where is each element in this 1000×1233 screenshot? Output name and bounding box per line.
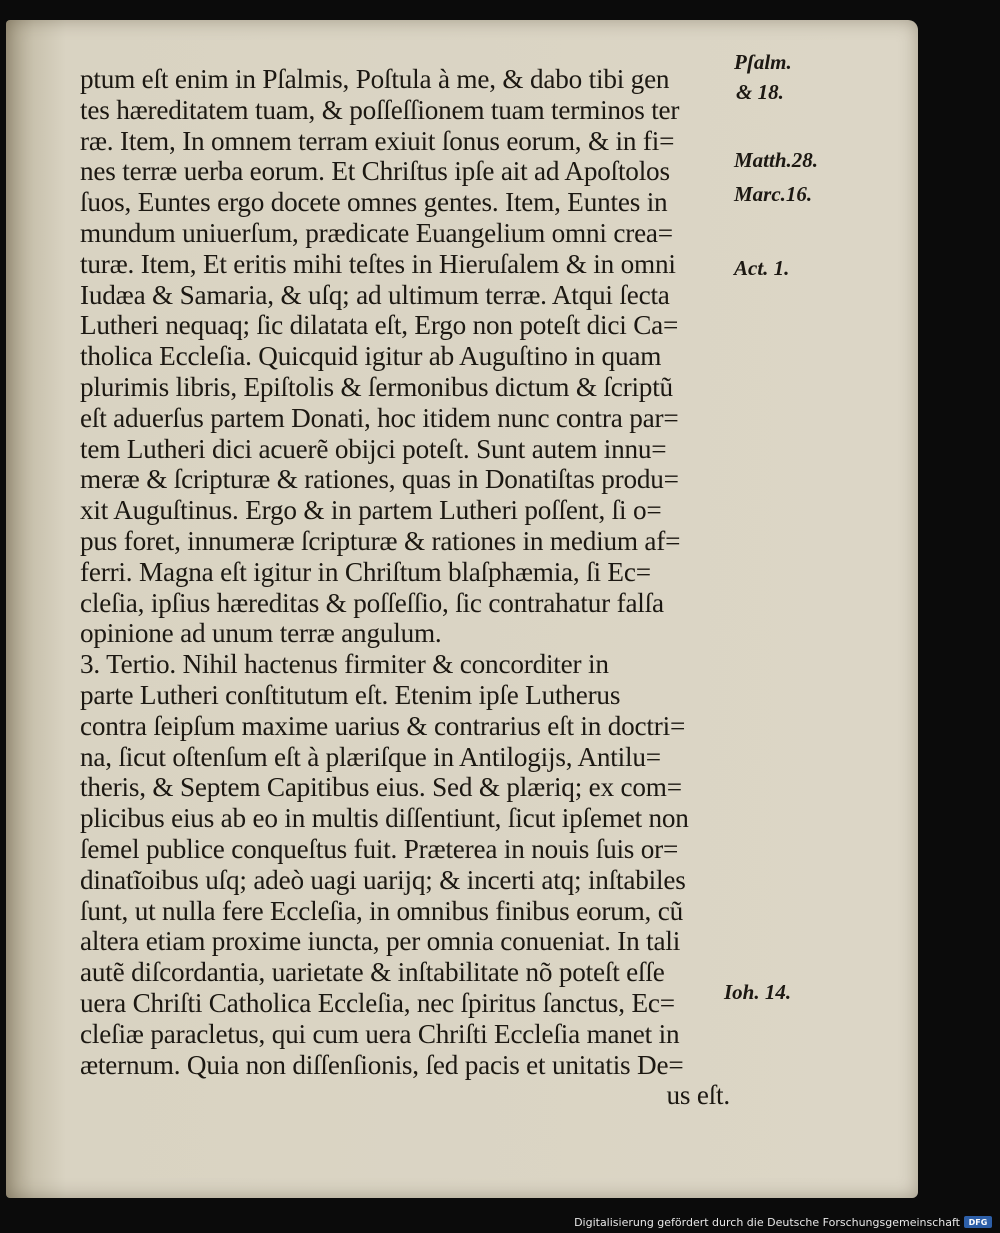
text-line: pus foret, innumeræ ſcripturæ & rationes in medium af= [80, 525, 681, 556]
text-line: Lutheri nequaq; ſic dilatata eſt, Ergo non poteſt dici Ca= [80, 310, 679, 341]
text-line: plurimis libris, Epiſtolis & ſermonibus dictum & ſcriptũ [80, 371, 673, 402]
text-line: nes terræ uerba eorum. Et Chriſtus ipſe ait ad Apoſtolos [80, 156, 670, 187]
margin-notes [6, 20, 918, 1198]
text-line: uera Chriſti Catholica Eccleſia, nec ſpiritus ſanctus, Ec= [80, 987, 675, 1018]
dfg-logo-icon: DFG [964, 1216, 992, 1228]
footer-text: Digitalisierung gefördert durch die Deutsche Forschungsgemeinschaft [574, 1215, 960, 1229]
text-line: contra ſeipſum maxime uarius & contrarius eſt in doctri= [80, 710, 686, 741]
margin-note-act: Act. 1. [734, 256, 790, 280]
text-line: ferri. Magna eſt igitur in Chriſtum blaſphæmia, ſi Ec= [80, 556, 651, 587]
text-line: ræ. Item, In omnem terram exiuit ſonus eorum, & in fi= [80, 125, 675, 156]
text-line: us eſt. [666, 1080, 730, 1111]
text-line: eſt aduerſus partem Donati, hoc itidem nunc contra par= [80, 402, 679, 433]
text-line: plicibus eius ab eo in multis diſſentiunt, ſicut ipſemet non [80, 803, 689, 834]
text-line: mundum uniuerſum, prædicate Euangelium omni crea= [80, 217, 673, 248]
text-line: 3. Tertio. Nihil hactenus firmiter & concorditer in [80, 649, 609, 680]
text-line: na, ſicut oſtenſum eſt à plæriſque in Antilogijs, Antilu= [80, 741, 661, 772]
text-line: opinione ad unum terræ angulum. [80, 618, 442, 649]
text-line: cleſiæ paracletus, qui cum uera Chriſti Eccleſia manet in [80, 1018, 680, 1049]
text-line: ſunt, ut nulla fere Eccleſia, in omnibus finibus eorum, cũ [80, 895, 683, 926]
text-line: ptum eſt enim in Pſalmis, Poſtula à me, & dabo tibi gen [80, 64, 670, 94]
text-line: xit Auguſtinus. Ergo & in partem Lutheri poſſent, ſi o= [80, 495, 662, 526]
text-line: ſemel publice conqueſtus fuit. Præterea in nouis ſuis or= [80, 833, 679, 864]
text-line: dinatĩoibus uſq; adeò uagi uarijq; & incerti atq; inſtabiles [80, 864, 686, 895]
text-line: parte Lutheri conſtitutum eſt. Etenim ipſe Lutherus [80, 679, 621, 710]
text-line: æternum. Quia non diſſenſionis, ſed pacis et unitatis De= [80, 1049, 684, 1080]
text-line: Iudæa & Samaria, & uſq; ad ultimum terræ. Atqui ſecta [80, 279, 670, 310]
text-line: meræ & ſcripturæ & rationes, quas in Donatiſtas produ= [80, 464, 679, 495]
text-line: tholica Eccleſia. Quicquid igitur ab Auguſtino in quam [80, 341, 662, 372]
text-line: altera etiam proxime iuncta, per omnia conueniat. In tali [80, 926, 681, 957]
text-line: ſuos, Euntes ergo docete omnes gentes. Item, Euntes in [80, 187, 668, 218]
margin-note-psalm: Pſalm. [734, 50, 792, 74]
footer-credit [574, 1215, 992, 1229]
text-line: tes hæreditatem tuam, & poſſeſſionem tuam terminos ter [80, 94, 680, 125]
margin-note-ioh: Ioh. 14. [724, 980, 792, 1004]
text-line: turæ. Item, Et eritis mihi teſtes in Hieruſalem & in omni [80, 248, 676, 279]
margin-note-matth: Matth.28. [734, 148, 819, 172]
margin-note-psalm-ref: & 18. [736, 80, 784, 104]
text-line: tem Lutheri dici acuerẽ obijci poteſt. Sunt autem innu= [80, 433, 667, 464]
text-line: cleſia, ipſius hæreditas & poſſeſſio, ſic contrahatur falſa [80, 587, 664, 618]
text-line: autẽ diſcordantia, uarietate & inſtabilitate nõ poteſt eſſe [80, 957, 665, 988]
margin-note-marc: Marc.16. [734, 182, 813, 206]
book-page [6, 20, 918, 1198]
text-line: theris, & Septem Capitibus eius. Sed & plæriq; ex com= [80, 772, 682, 803]
